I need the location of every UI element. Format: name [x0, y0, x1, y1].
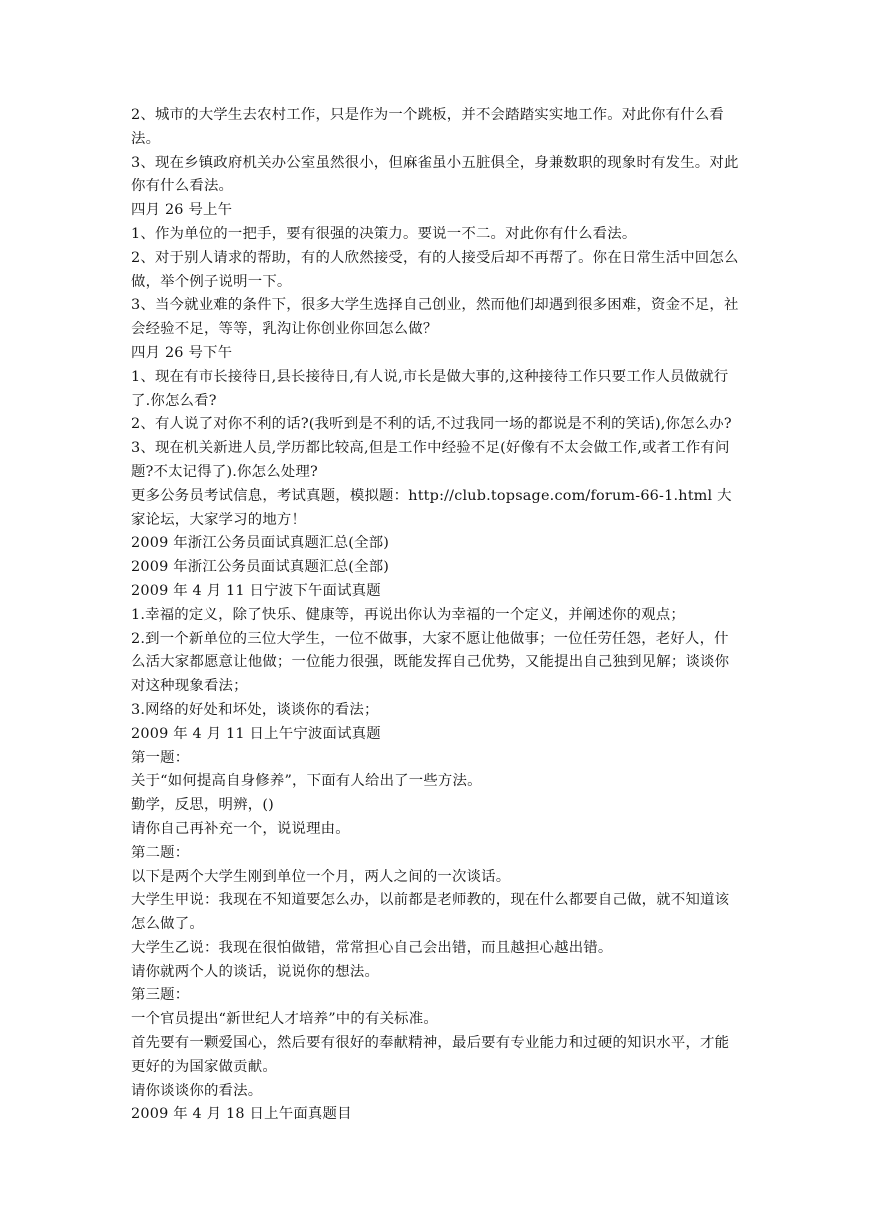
section-heading: 2009 年 4 月 11 日上午宁波面试真题 — [131, 725, 381, 742]
paragraph: 2、城市的大学生去农村工作，只是作为一个跳板，并不会踏踏实实地工作。对此你有什么看法。 — [131, 107, 724, 147]
document-body — [131, 104, 741, 1127]
paragraph: 关于“如何提高自身修养”，下面有人给出了一些方法。 — [131, 773, 482, 790]
paragraph: 3、现在机关新进人员,学历都比较高,但是工作中经验不足(好像有不太会做工作,或者工作有问题?不太记得了).你怎么处理? — [131, 440, 730, 480]
paragraph: 3、现在乡镇政府机关办公室虽然很小，但麻雀虽小五脏俱全，身兼数职的现象时有发生。对此你有什么看法。 — [131, 154, 739, 195]
paragraph: 请你自己再补充一个，说说理由。 — [131, 820, 350, 837]
paragraph: 大学生乙说：我现在很怕做错，常常担心自己会出错，而且越担心越出错。 — [131, 939, 613, 956]
paragraph: 一个官员提出“新世纪人才培养”中的有关标准。 — [131, 1011, 438, 1028]
paragraph: 大学生甲说：我现在不知道要怎么办，以前都是老师教的，现在什么都要自己做，就不知道该怎么做了。 — [131, 892, 730, 933]
section-heading: 四月 26 号上午 — [131, 202, 233, 219]
paragraph: 以下是两个大学生刚到单位一个月，两人之间的一次谈话。 — [131, 868, 511, 885]
paragraph: 3.网络的好处和坏处，谈谈你的看法； — [131, 701, 379, 718]
paragraph: 3、当今就业难的条件下，很多大学生选择自己创业，然而他们却遇到很多困难，资金不足，社会经验不足，等等，乳沟让你创业你回怎么做？ — [131, 297, 739, 338]
paragraph: 2、有人说了对你不利的话?(我听到是不利的话,不过我同一场的都说是不利的笑话),你怎么办? — [131, 416, 732, 433]
section-heading: 2009 年浙江公务员面试真题汇总(全部) — [131, 559, 390, 576]
question-label: 第一题： — [131, 749, 190, 766]
paragraph: 1、现在有市长接待日,县长接待日,有人说,市长是做大事的,这种接待工作只要工作人员做就行了.你怎么看? — [131, 368, 729, 409]
section-heading: 2009 年浙江公务员面试真题汇总(全部) — [131, 535, 390, 552]
paragraph: 勤学，反思，明辨，() — [131, 797, 274, 814]
paragraph: 首先要有一颗爱国心，然后要有很好的奉献精神，最后要有专业能力和过硬的知识水平，才能更好的为国家做贡献。 — [131, 1035, 730, 1075]
paragraph: 请你谈谈你的看法。 — [131, 1082, 263, 1099]
section-heading: 2009 年 4 月 18 日上午面真题目 — [131, 1106, 352, 1123]
paragraph: 1、作为单位的一把手，要有很强的决策力。要说一不二。对此你有什么看法。 — [131, 225, 637, 242]
paragraph: 1.幸福的定义，除了快乐、健康等，再说出你认为幸福的一个定义，并阐述你的观点； — [131, 606, 685, 623]
paragraph: 请你就两个人的谈话，说说你的想法。 — [131, 963, 380, 980]
question-label: 第二题： — [131, 844, 190, 861]
paragraph: 2.到一个新单位的三位大学生，一位不做事，大家不愿让他做事；一位任劳任怨，老好人，什么活大家都愿意让他做；一位能力很强，既能发挥自己优势，又能提出自己独到见解；谈谈你对这种现象看法； — [131, 630, 730, 695]
section-heading: 四月 26 号下午 — [131, 344, 233, 361]
paragraph: 2、对于别人请求的帮助，有的人欣然接受，有的人接受后却不再帮了。你在日常生活中回怎么做，举个例子说明一下。 — [131, 249, 739, 290]
question-label: 第三题： — [131, 987, 190, 1004]
promo-text: 更多公务员考试信息，考试真题，模拟题：http://club.topsage.com/forum-66-1.html 大家论坛，大家学习的地方！ — [131, 487, 732, 528]
section-heading: 2009 年 4 月 11 日宁波下午面试真题 — [131, 582, 381, 599]
